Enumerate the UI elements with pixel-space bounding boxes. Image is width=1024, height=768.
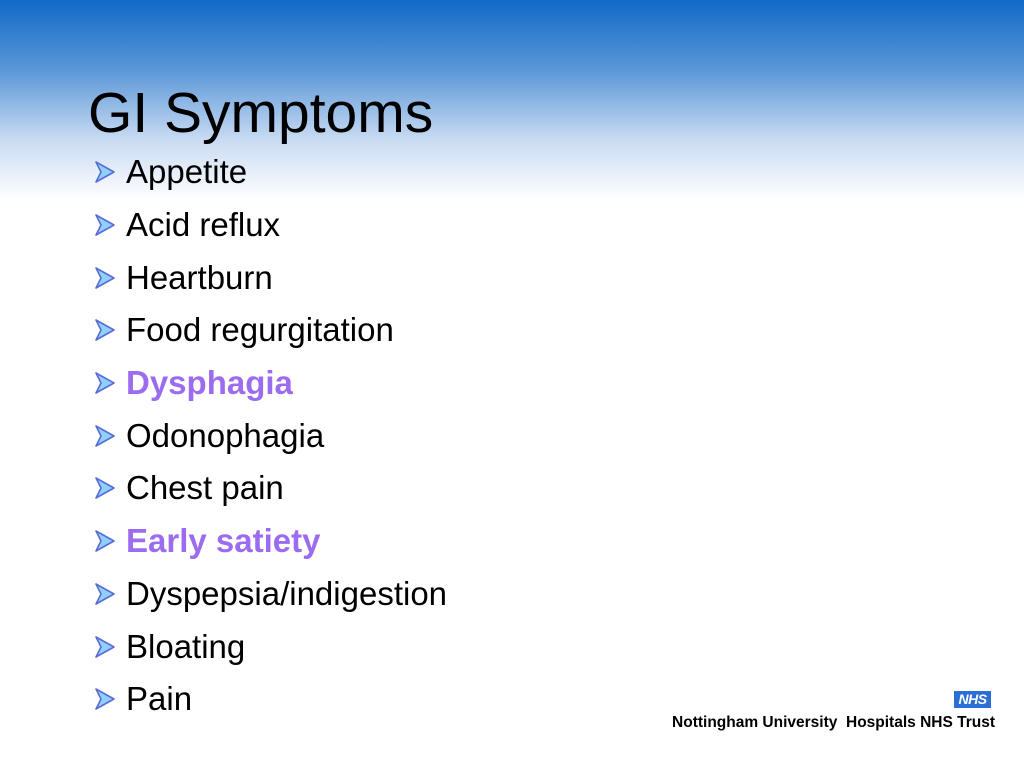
list-item — [90, 673, 447, 726]
list-item-highlighted — [90, 357, 447, 410]
arrow-bullet-icon — [90, 422, 120, 450]
list-item-label: Pain — [126, 680, 193, 718]
list-item-label: Heartburn — [126, 258, 273, 296]
arrow-bullet-icon — [90, 158, 120, 186]
arrow-bullet-icon — [90, 527, 120, 555]
list-item — [90, 199, 447, 252]
arrow-bullet-icon — [90, 211, 120, 239]
organization-name: Nottingham University Hospitals NHS Trust — [672, 714, 995, 731]
list-item — [90, 568, 447, 621]
list-item — [90, 251, 447, 304]
arrow-bullet-icon — [90, 264, 120, 292]
list-item-label: Acid reflux — [126, 206, 281, 244]
list-item — [90, 304, 447, 357]
list-item — [90, 620, 447, 673]
arrow-bullet-icon — [90, 474, 120, 502]
list-item-label: Dysphagia — [126, 364, 293, 402]
arrow-bullet-icon — [90, 633, 120, 661]
list-item — [90, 146, 447, 199]
symptom-list — [90, 146, 447, 726]
arrow-bullet-icon — [90, 316, 120, 344]
list-item — [90, 462, 447, 515]
list-item-label: Bloating — [126, 627, 246, 665]
slide-title: GI Symptoms — [88, 81, 434, 145]
nhs-logo: NHS — [954, 691, 991, 708]
list-item — [90, 409, 447, 462]
arrow-bullet-icon — [90, 685, 120, 713]
list-item-label: Food regurgitation — [126, 311, 394, 349]
list-item-label: Appetite — [126, 153, 248, 191]
list-item-label: Early satiety — [126, 522, 321, 560]
arrow-bullet-icon — [90, 580, 120, 608]
arrow-bullet-icon — [90, 369, 120, 397]
list-item-highlighted — [90, 515, 447, 568]
list-item-label: Odonophagia — [126, 416, 325, 454]
list-item-label: Chest pain — [126, 469, 284, 507]
list-item-label: Dyspepsia/indigestion — [126, 574, 448, 612]
